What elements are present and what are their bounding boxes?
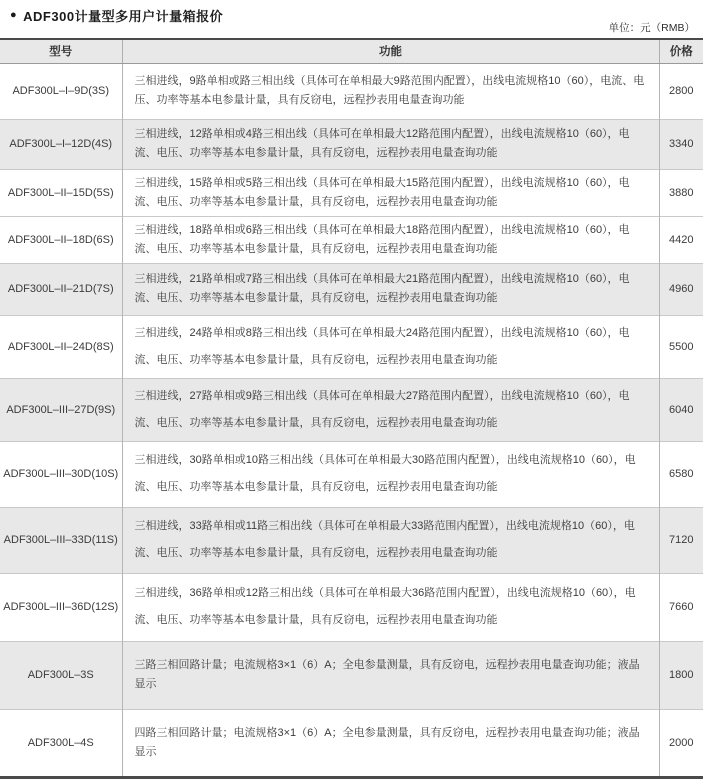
- price-cell: 6040: [659, 378, 703, 441]
- bullet-icon: ●: [10, 9, 18, 21]
- function-cell: 三相进线，27路单相或9路三相出线（具体可在单相最大27路范围内配置），出线电流规格10（60），电流、电压、功率等基本电参量计量，具有反窃电，远程抄表用电量查询功能: [122, 378, 659, 441]
- function-cell: 三相进线，18路单相或6路三相出线（具体可在单相最大18路范围内配置），出线电流规格10（60），电流、电压、功率等基本电参量计量，具有反窃电，远程抄表用电量查询功能: [122, 216, 659, 263]
- table-row: [0, 119, 703, 169]
- table-row: [0, 441, 703, 507]
- function-cell: 三相进线，36路单相或12路三相出线（具体可在单相最大36路范围内配置），出线电流规格10（60），电流、电压、功率等基本电参量计量，具有反窃电，远程抄表用电量查询功能: [122, 573, 659, 641]
- price-cell: 3340: [659, 119, 703, 169]
- function-cell: 三路三相回路计量；电流规格3×1（6）A；全电参量测量，具有反窃电，远程抄表用电量查询功能；液晶显示: [122, 641, 659, 709]
- table-row: [0, 169, 703, 216]
- page-title-text: ADF300计量型多用户计量箱报价: [23, 9, 224, 24]
- table-header-row: [0, 39, 703, 63]
- model-cell: ADF300L–I–9D(3S): [0, 63, 122, 119]
- table-row: [0, 709, 703, 777]
- table-row: [0, 263, 703, 315]
- price-cell: 7120: [659, 507, 703, 573]
- table-row: [0, 63, 703, 119]
- model-cell: ADF300L–I–12D(4S): [0, 119, 122, 169]
- function-cell: 三相进线，24路单相或8路三相出线（具体可在单相最大24路范围内配置），出线电流规格10（60），电流、电压、功率等基本电参量计量，具有反窃电，远程抄表用电量查询功能: [122, 315, 659, 378]
- column-header-model: 型号: [0, 39, 122, 63]
- model-cell: ADF300L–III–33D(11S): [0, 507, 122, 573]
- table-row: [0, 641, 703, 709]
- price-table: [0, 38, 703, 779]
- function-cell: 三相进线，33路单相或11路三相出线（具体可在单相最大33路范围内配置），出线电流规格10（60），电流、电压、功率等基本电参量计量，具有反窃电，远程抄表用电量查询功能: [122, 507, 659, 573]
- table-row: [0, 573, 703, 641]
- price-cell: 3880: [659, 169, 703, 216]
- unit-label: 单位：元（RMB）: [608, 22, 695, 34]
- model-cell: ADF300L–II–15D(5S): [0, 169, 122, 216]
- column-header-price: 价格: [659, 39, 703, 63]
- price-cell: 6580: [659, 441, 703, 507]
- model-cell: ADF300L–III–27D(9S): [0, 378, 122, 441]
- model-cell: ADF300L–III–36D(12S): [0, 573, 122, 641]
- table-row: [0, 507, 703, 573]
- function-cell: 三相进线，9路单相或路三相出线（具体可在单相最大9路范围内配置），出线电流规格10（60），电流、电压、功率等基本电参量计量，具有反窃电，远程抄表用电量查询功能: [122, 63, 659, 119]
- model-cell: ADF300L–II–24D(8S): [0, 315, 122, 378]
- function-cell: 三相进线，30路单相或10路三相出线（具体可在单相最大30路范围内配置），出线电流规格10（60），电流、电压、功率等基本电参量计量，具有反窃电，远程抄表用电量查询功能: [122, 441, 659, 507]
- function-cell: 三相进线，15路单相或5路三相出线（具体可在单相最大15路范围内配置），出线电流规格10（60），电流、电压、功率等基本电参量计量，具有反窃电，远程抄表用电量查询功能: [122, 169, 659, 216]
- model-cell: ADF300L–4S: [0, 709, 122, 777]
- model-cell: ADF300L–III–30D(10S): [0, 441, 122, 507]
- price-cell: 4960: [659, 263, 703, 315]
- model-cell: ADF300L–II–21D(7S): [0, 263, 122, 315]
- price-cell: 7660: [659, 573, 703, 641]
- model-cell: ADF300L–II–18D(6S): [0, 216, 122, 263]
- page-header: [0, 0, 703, 38]
- table-row: [0, 315, 703, 378]
- function-cell: 三相进线，21路单相或7路三相出线（具体可在单相最大21路范围内配置），出线电流规格10（60），电流、电压、功率等基本电参量计量，具有反窃电，远程抄表用电量查询功能: [122, 263, 659, 315]
- model-cell: ADF300L–3S: [0, 641, 122, 709]
- table-row: [0, 216, 703, 263]
- table-row: [0, 378, 703, 441]
- column-header-function: 功能: [122, 39, 659, 63]
- function-cell: 四路三相回路计量；电流规格3×1（6）A；全电参量测量，具有反窃电，远程抄表用电量查询功能；液晶显示: [122, 709, 659, 777]
- price-cell: 1800: [659, 641, 703, 709]
- price-cell: 2800: [659, 63, 703, 119]
- function-cell: 三相进线，12路单相或4路三相出线（具体可在单相最大12路范围内配置），出线电流规格10（60），电流、电压、功率等基本电参量计量，具有反窃电，远程抄表用电量查询功能: [122, 119, 659, 169]
- price-cell: 4420: [659, 216, 703, 263]
- price-cell: 2000: [659, 709, 703, 777]
- page-title: [10, 6, 223, 25]
- price-cell: 5500: [659, 315, 703, 378]
